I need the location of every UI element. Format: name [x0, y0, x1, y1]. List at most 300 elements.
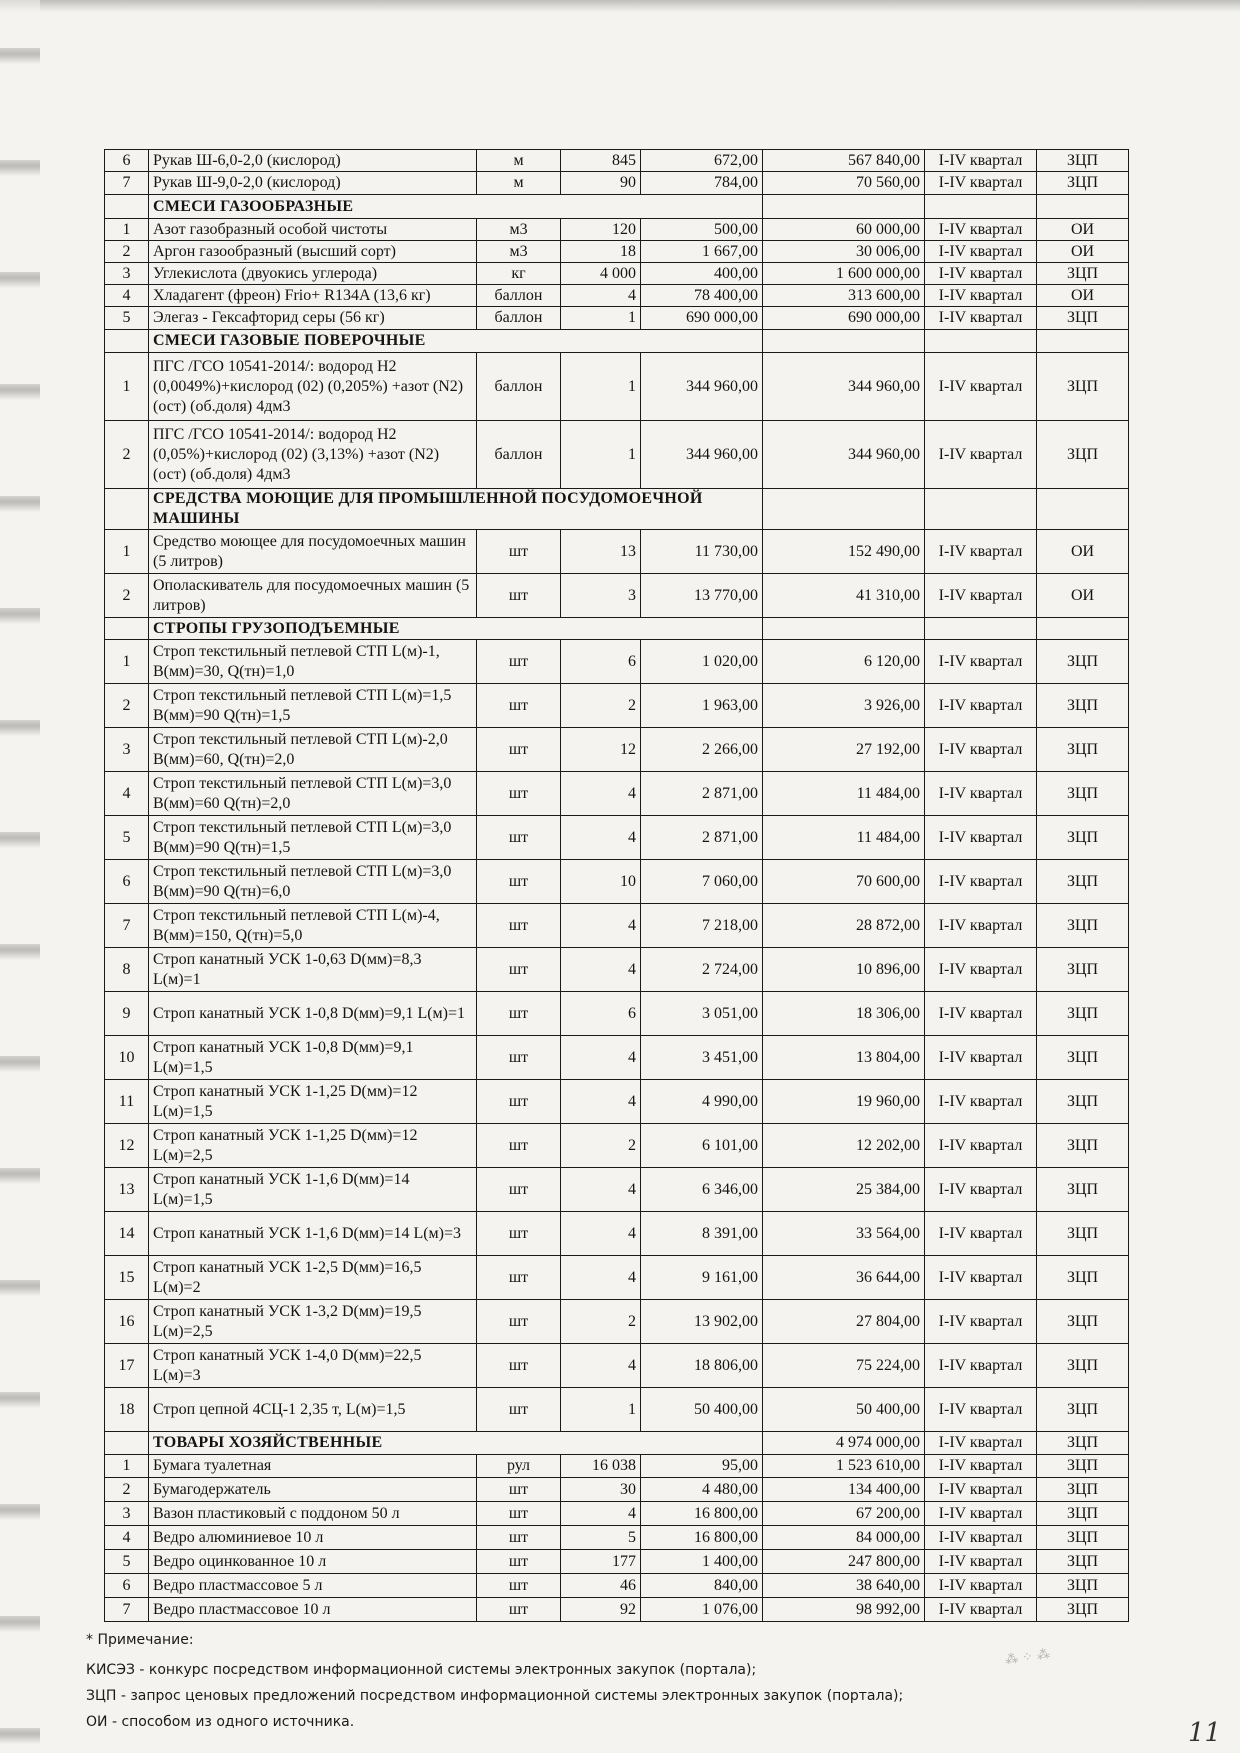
cell-sum: 344 960,00 [763, 421, 925, 489]
cell-qty: 18 [561, 241, 641, 263]
cell-period: I-IV квартал [925, 684, 1037, 728]
cell-method: ЗЦП [1037, 904, 1129, 948]
cell-method: ЗЦП [1037, 1432, 1129, 1455]
cell-num: 16 [105, 1300, 149, 1344]
cell-name: Строп канатный УСК 1-2,5 D(мм)=16,5 L(м)=2 [149, 1256, 477, 1300]
cell-unit: шт [477, 1598, 561, 1622]
cell-num [105, 195, 149, 219]
cell-price: 500,00 [641, 219, 763, 241]
cell-price: 1 667,00 [641, 241, 763, 263]
cell-name: Рукав Ш-6,0-2,0 (кислород) [149, 150, 477, 172]
cell-qty: 1 [561, 421, 641, 489]
cell-period: I-IV квартал [925, 948, 1037, 992]
cell-sum: 84 000,00 [763, 1526, 925, 1550]
cell-unit: шт [477, 530, 561, 574]
cell-qty: 4 [561, 1036, 641, 1080]
cell-num: 1 [105, 1455, 149, 1478]
note-zcp: ЗЦП - запрос ценовых предложений посредством информационной системы электронных закупок (портала); [86, 1688, 904, 1704]
cell-sum: 75 224,00 [763, 1344, 925, 1388]
cell-price: 2 724,00 [641, 948, 763, 992]
cell-method: ЗЦП [1037, 816, 1129, 860]
cell-qty: 177 [561, 1550, 641, 1574]
cell-sum: 25 384,00 [763, 1168, 925, 1212]
cell-price: 784,00 [641, 172, 763, 195]
cell-unit: шт [477, 948, 561, 992]
cell-period: I-IV квартал [925, 816, 1037, 860]
cell-sum: 247 800,00 [763, 1550, 925, 1574]
cell-qty: 5 [561, 1526, 641, 1550]
table-row [105, 728, 1129, 772]
cell-name: Углекислота (двуокись углерода) [149, 263, 477, 285]
cell-qty: 13 [561, 530, 641, 574]
cell-unit: шт [477, 1300, 561, 1344]
cell-method: ЗЦП [1037, 307, 1129, 330]
table-row [105, 1478, 1129, 1502]
cell-unit: шт [477, 1550, 561, 1574]
cell-name: ПГС /ГСО 10541-2014/: водород Н2 (0,05%)+кислород (02) (3,13%) +азот (N2)(ост) (об.доля) 4дм3 [149, 421, 477, 489]
cell-method: ЗЦП [1037, 263, 1129, 285]
cell-sum: 41 310,00 [763, 574, 925, 618]
cell-unit: шт [477, 1168, 561, 1212]
cell-name: Строп канатный УСК 1-1,25 D(мм)=12 L(м)=2,5 [149, 1124, 477, 1168]
cell-method: ЗЦП [1037, 1168, 1129, 1212]
table-row [105, 1598, 1129, 1622]
cell-period: I-IV квартал [925, 904, 1037, 948]
cell-period: I-IV квартал [925, 1598, 1037, 1622]
cell-name: ПГС /ГСО 10541-2014/: водород Н2 (0,0049%)+кислород (02) (0,205%) +азот (N2)(ост) (об.доля) 4дм3 [149, 353, 477, 421]
cell-method: ЗЦП [1037, 1598, 1129, 1622]
cell-num: 4 [105, 1526, 149, 1550]
cell-unit: м [477, 172, 561, 195]
cell-period: I-IV квартал [925, 1256, 1037, 1300]
cell-price: 1 963,00 [641, 684, 763, 728]
table-row [105, 150, 1129, 172]
table-row [105, 307, 1129, 330]
cell-num: 4 [105, 285, 149, 307]
cell-sum: 19 960,00 [763, 1080, 925, 1124]
cell-sum: 10 896,00 [763, 948, 925, 992]
cell-method: ЗЦП [1037, 1344, 1129, 1388]
cell-method: ЗЦП [1037, 1478, 1129, 1502]
cell-unit: рул [477, 1455, 561, 1478]
cell-method: ЗЦП [1037, 860, 1129, 904]
faded-stamp: ⁂ ⁘ ⁂ [1004, 1646, 1051, 1669]
cell-period: I-IV квартал [925, 1574, 1037, 1598]
cell-sum: 12 202,00 [763, 1124, 925, 1168]
note-title: * Примечание: [86, 1632, 194, 1648]
cell-price: 2 871,00 [641, 772, 763, 816]
cell-period: I-IV квартал [925, 1550, 1037, 1574]
cell-qty: 46 [561, 1574, 641, 1598]
cell-price: 4 480,00 [641, 1478, 763, 1502]
cell-qty: 2 [561, 1124, 641, 1168]
cell-sum: 313 600,00 [763, 285, 925, 307]
cell-sum: 60 000,00 [763, 219, 925, 241]
cell-num: 3 [105, 1502, 149, 1526]
table-row [105, 1550, 1129, 1574]
cell-unit: шт [477, 1344, 561, 1388]
cell-num [105, 1432, 149, 1455]
cell-method [1037, 330, 1129, 353]
table-row [105, 1168, 1129, 1212]
cell-unit: шт [477, 728, 561, 772]
cell-unit: м3 [477, 219, 561, 241]
cell-name: Вазон пластиковый с поддоном 50 л [149, 1502, 477, 1526]
cell-num: 6 [105, 860, 149, 904]
cell-qty: 1 [561, 1388, 641, 1432]
table-row [105, 172, 1129, 195]
cell-unit: шт [477, 1256, 561, 1300]
cell-price: 13 770,00 [641, 574, 763, 618]
table-row [105, 1300, 1129, 1344]
cell-sum: 30 006,00 [763, 241, 925, 263]
binding-holes [0, 0, 40, 1753]
cell-sum: 50 400,00 [763, 1388, 925, 1432]
cell-period: I-IV квартал [925, 860, 1037, 904]
cell-num: 1 [105, 640, 149, 684]
table-row [105, 1212, 1129, 1256]
section-row [105, 1432, 1129, 1455]
cell-price: 18 806,00 [641, 1344, 763, 1388]
cell-num: 4 [105, 772, 149, 816]
cell-num: 1 [105, 530, 149, 574]
cell-method: ЗЦП [1037, 1300, 1129, 1344]
cell-sum: 1 600 000,00 [763, 263, 925, 285]
cell-sum: 33 564,00 [763, 1212, 925, 1256]
cell-qty: 3 [561, 574, 641, 618]
cell-name: Строп канатный УСК 1-1,6 D(мм)=14 L(м)=3 [149, 1212, 477, 1256]
cell-method: ЗЦП [1037, 1502, 1129, 1526]
cell-name: Строп текстильный петлевой СТП L(м)-1, В(мм)=30, Q(тн)=1,0 [149, 640, 477, 684]
cell-price: 344 960,00 [641, 353, 763, 421]
cell-num: 5 [105, 307, 149, 330]
cell-price: 95,00 [641, 1455, 763, 1478]
cell-method: ЗЦП [1037, 772, 1129, 816]
cell-name: Средство моющее для посудомоечных машин (5 литров) [149, 530, 477, 574]
cell-price: 78 400,00 [641, 285, 763, 307]
cell-qty: 12 [561, 728, 641, 772]
cell-qty: 10 [561, 860, 641, 904]
cell-method: ЗЦП [1037, 640, 1129, 684]
cell-period: I-IV квартал [925, 1502, 1037, 1526]
cell-period: I-IV квартал [925, 307, 1037, 330]
cell-num [105, 489, 149, 530]
section-title: СМЕСИ ГАЗОВЫЕ ПОВЕРОЧНЫЕ [149, 330, 763, 353]
cell-unit: баллон [477, 353, 561, 421]
cell-qty: 4 000 [561, 263, 641, 285]
cell-sum: 28 872,00 [763, 904, 925, 948]
cell-method: ЗЦП [1037, 1124, 1129, 1168]
cell-num: 2 [105, 684, 149, 728]
cell-price: 4 990,00 [641, 1080, 763, 1124]
cell-unit: баллон [477, 285, 561, 307]
cell-name: Строп текстильный петлевой СТП L(м)-4, В(мм)=150, Q(тн)=5,0 [149, 904, 477, 948]
cell-qty: 4 [561, 285, 641, 307]
table-row [105, 860, 1129, 904]
cell-unit: шт [477, 1478, 561, 1502]
cell-price: 9 161,00 [641, 1256, 763, 1300]
section-row [105, 489, 1129, 530]
cell-method: ЗЦП [1037, 992, 1129, 1036]
cell-period [925, 618, 1037, 640]
cell-price: 11 730,00 [641, 530, 763, 574]
cell-sum [763, 618, 925, 640]
section-row [105, 330, 1129, 353]
cell-num: 11 [105, 1080, 149, 1124]
cell-period: I-IV квартал [925, 772, 1037, 816]
cell-num: 9 [105, 992, 149, 1036]
cell-name: Строп текстильный петлевой СТП L(м)=1,5 В(мм)=90 Q(тн)=1,5 [149, 684, 477, 728]
cell-name: Строп канатный УСК 1-4,0 D(мм)=22,5 L(м)=3 [149, 1344, 477, 1388]
cell-num: 2 [105, 421, 149, 489]
cell-period: I-IV квартал [925, 241, 1037, 263]
table-row [105, 263, 1129, 285]
cell-qty: 4 [561, 1080, 641, 1124]
cell-sum: 18 306,00 [763, 992, 925, 1036]
cell-name: Строп канатный УСК 1-3,2 D(мм)=19,5 L(м)=2,5 [149, 1300, 477, 1344]
cell-sum: 36 644,00 [763, 1256, 925, 1300]
cell-period: I-IV квартал [925, 1478, 1037, 1502]
cell-period: I-IV квартал [925, 640, 1037, 684]
cell-qty: 4 [561, 772, 641, 816]
cell-num: 5 [105, 816, 149, 860]
table-row [105, 772, 1129, 816]
cell-sum: 1 523 610,00 [763, 1455, 925, 1478]
cell-price: 8 391,00 [641, 1212, 763, 1256]
table-row [105, 241, 1129, 263]
cell-sum: 27 192,00 [763, 728, 925, 772]
cell-period: I-IV квартал [925, 728, 1037, 772]
cell-method: ЗЦП [1037, 948, 1129, 992]
cell-unit: м [477, 150, 561, 172]
cell-period: I-IV квартал [925, 1526, 1037, 1550]
cell-num: 8 [105, 948, 149, 992]
table-row [105, 1574, 1129, 1598]
cell-period: I-IV квартал [925, 421, 1037, 489]
cell-price: 13 902,00 [641, 1300, 763, 1344]
cell-method: ЗЦП [1037, 1455, 1129, 1478]
cell-name: Строп канатный УСК 1-0,63 D(мм)=8,3 L(м)=1 [149, 948, 477, 992]
cell-sum: 11 484,00 [763, 772, 925, 816]
table-row [105, 353, 1129, 421]
cell-method: ЗЦП [1037, 684, 1129, 728]
cell-price: 672,00 [641, 150, 763, 172]
cell-name: Ополаскиватель для посудомоечных машин (5 литров) [149, 574, 477, 618]
cell-qty: 16 038 [561, 1455, 641, 1478]
cell-unit: кг [477, 263, 561, 285]
cell-unit: шт [477, 1036, 561, 1080]
cell-name: Рукав Ш-9,0-2,0 (кислород) [149, 172, 477, 195]
cell-num: 12 [105, 1124, 149, 1168]
cell-name: Строп текстильный петлевой СТП L(м)=3,0 В(мм)=90 Q(тн)=6,0 [149, 860, 477, 904]
cell-num: 5 [105, 1550, 149, 1574]
table-row [105, 1455, 1129, 1478]
cell-sum: 344 960,00 [763, 353, 925, 421]
cell-method: ЗЦП [1037, 1388, 1129, 1432]
cell-price: 1 076,00 [641, 1598, 763, 1622]
cell-num: 2 [105, 241, 149, 263]
cell-method: ЗЦП [1037, 172, 1129, 195]
cell-num: 1 [105, 219, 149, 241]
cell-qty: 4 [561, 1212, 641, 1256]
cell-unit: м3 [477, 241, 561, 263]
cell-unit: шт [477, 1526, 561, 1550]
cell-num: 3 [105, 263, 149, 285]
cell-num: 17 [105, 1344, 149, 1388]
cell-method: ОИ [1037, 241, 1129, 263]
cell-period: I-IV квартал [925, 1168, 1037, 1212]
table-row [105, 1124, 1129, 1168]
cell-period: I-IV квартал [925, 1080, 1037, 1124]
cell-name: Бумага туалетная [149, 1455, 477, 1478]
cell-num: 18 [105, 1388, 149, 1432]
cell-name: Строп текстильный петлевой СТП L(м)=3,0 В(мм)=90 Q(тн)=1,5 [149, 816, 477, 860]
cell-method: ОИ [1037, 285, 1129, 307]
cell-sum: 38 640,00 [763, 1574, 925, 1598]
cell-qty: 4 [561, 1168, 641, 1212]
cell-num: 7 [105, 1598, 149, 1622]
cell-qty: 2 [561, 684, 641, 728]
cell-price: 7 218,00 [641, 904, 763, 948]
cell-price: 6 346,00 [641, 1168, 763, 1212]
cell-period: I-IV квартал [925, 1388, 1037, 1432]
cell-sum [763, 489, 925, 530]
cell-period [925, 489, 1037, 530]
cell-num: 3 [105, 728, 149, 772]
cell-qty: 4 [561, 948, 641, 992]
cell-price: 3 051,00 [641, 992, 763, 1036]
cell-method: ОИ [1037, 219, 1129, 241]
section-title: СРЕДСТВА МОЮЩИЕ ДЛЯ ПРОМЫШЛЕННОЙ ПОСУДОМОЕЧНОЙ МАШИНЫ [149, 489, 763, 530]
cell-qty: 90 [561, 172, 641, 195]
cell-qty: 6 [561, 992, 641, 1036]
cell-qty: 4 [561, 904, 641, 948]
cell-sum: 3 926,00 [763, 684, 925, 728]
cell-unit: шт [477, 816, 561, 860]
table-row [105, 1080, 1129, 1124]
cell-price: 2 871,00 [641, 816, 763, 860]
cell-qty: 845 [561, 150, 641, 172]
cell-sum: 134 400,00 [763, 1478, 925, 1502]
cell-price: 7 060,00 [641, 860, 763, 904]
cell-sum: 6 120,00 [763, 640, 925, 684]
cell-method: ЗЦП [1037, 1550, 1129, 1574]
cell-num: 15 [105, 1256, 149, 1300]
cell-method: ЗЦП [1037, 1526, 1129, 1550]
table-row [105, 992, 1129, 1036]
cell-qty: 1 [561, 307, 641, 330]
cell-qty: 6 [561, 640, 641, 684]
cell-period [925, 195, 1037, 219]
cell-price: 6 101,00 [641, 1124, 763, 1168]
cell-method: ЗЦП [1037, 728, 1129, 772]
table-row [105, 904, 1129, 948]
cell-num [105, 618, 149, 640]
cell-sum: 152 490,00 [763, 530, 925, 574]
cell-method: ЗЦП [1037, 421, 1129, 489]
cell-qty: 30 [561, 1478, 641, 1502]
cell-price: 16 800,00 [641, 1502, 763, 1526]
section-title: ТОВАРЫ ХОЗЯЙСТВЕННЫЕ [149, 1432, 763, 1455]
section-row [105, 195, 1129, 219]
cell-period: I-IV квартал [925, 263, 1037, 285]
cell-name: Хладагент (фреон) Frio+ R134A (13,6 кг) [149, 285, 477, 307]
cell-num: 10 [105, 1036, 149, 1080]
section-title: СТРОПЫ ГРУЗОПОДЪЕМНЫЕ [149, 618, 763, 640]
cell-name: Строп канатный УСК 1-0,8 D(мм)=9,1 L(м)=1,5 [149, 1036, 477, 1080]
cell-method: ЗЦП [1037, 353, 1129, 421]
cell-period: I-IV квартал [925, 219, 1037, 241]
cell-qty: 92 [561, 1598, 641, 1622]
cell-price: 1 400,00 [641, 1550, 763, 1574]
cell-method: ЗЦП [1037, 1256, 1129, 1300]
procurement-table [104, 149, 1129, 1622]
cell-num: 1 [105, 353, 149, 421]
cell-period: I-IV квартал [925, 1300, 1037, 1344]
cell-period: I-IV квартал [925, 150, 1037, 172]
cell-sum [763, 330, 925, 353]
cell-sum: 4 974 000,00 [763, 1432, 925, 1455]
cell-name: Бумагодержатель [149, 1478, 477, 1502]
cell-num: 14 [105, 1212, 149, 1256]
cell-num: 6 [105, 150, 149, 172]
cell-method: ЗЦП [1037, 1574, 1129, 1598]
cell-unit: шт [477, 574, 561, 618]
table-row [105, 1344, 1129, 1388]
cell-name: Элегаз - Гексафторид серы (56 кг) [149, 307, 477, 330]
table-row [105, 1502, 1129, 1526]
cell-unit: шт [477, 1124, 561, 1168]
cell-unit: шт [477, 684, 561, 728]
table-row [105, 285, 1129, 307]
cell-num: 7 [105, 172, 149, 195]
cell-price: 344 960,00 [641, 421, 763, 489]
cell-price: 16 800,00 [641, 1526, 763, 1550]
cell-price: 400,00 [641, 263, 763, 285]
cell-qty: 1 [561, 353, 641, 421]
cell-method: ОИ [1037, 530, 1129, 574]
cell-sum: 70 600,00 [763, 860, 925, 904]
cell-name: Строп цепной 4СЦ-1 2,35 т, L(м)=1,5 [149, 1388, 477, 1432]
cell-num: 6 [105, 1574, 149, 1598]
cell-period [925, 330, 1037, 353]
cell-name: Строп текстильный петлевой СТП L(м)-2,0 В(мм)=60, Q(тн)=2,0 [149, 728, 477, 772]
cell-sum: 27 804,00 [763, 1300, 925, 1344]
cell-num: 7 [105, 904, 149, 948]
cell-qty: 4 [561, 1256, 641, 1300]
cell-period: I-IV квартал [925, 285, 1037, 307]
cell-unit: шт [477, 640, 561, 684]
cell-period: I-IV квартал [925, 574, 1037, 618]
cell-period: I-IV квартал [925, 1432, 1037, 1455]
cell-unit: шт [477, 1388, 561, 1432]
table-row [105, 219, 1129, 241]
cell-period: I-IV квартал [925, 992, 1037, 1036]
cell-name: Ведро алюминиевое 10 л [149, 1526, 477, 1550]
cell-unit: шт [477, 904, 561, 948]
cell-period: I-IV квартал [925, 1212, 1037, 1256]
table-row [105, 1256, 1129, 1300]
table-row [105, 421, 1129, 489]
note-kisez: КИСЭЗ - конкурс посредством информационной системы электронных закупок (портала); [86, 1662, 757, 1678]
cell-qty: 4 [561, 816, 641, 860]
cell-price: 50 400,00 [641, 1388, 763, 1432]
cell-name: Ведро пластмассовое 5 л [149, 1574, 477, 1598]
cell-unit: шт [477, 992, 561, 1036]
cell-name: Строп текстильный петлевой СТП L(м)=3,0 В(мм)=60 Q(тн)=2,0 [149, 772, 477, 816]
cell-unit: шт [477, 1212, 561, 1256]
cell-name: Азот газобразный особой чистоты [149, 219, 477, 241]
